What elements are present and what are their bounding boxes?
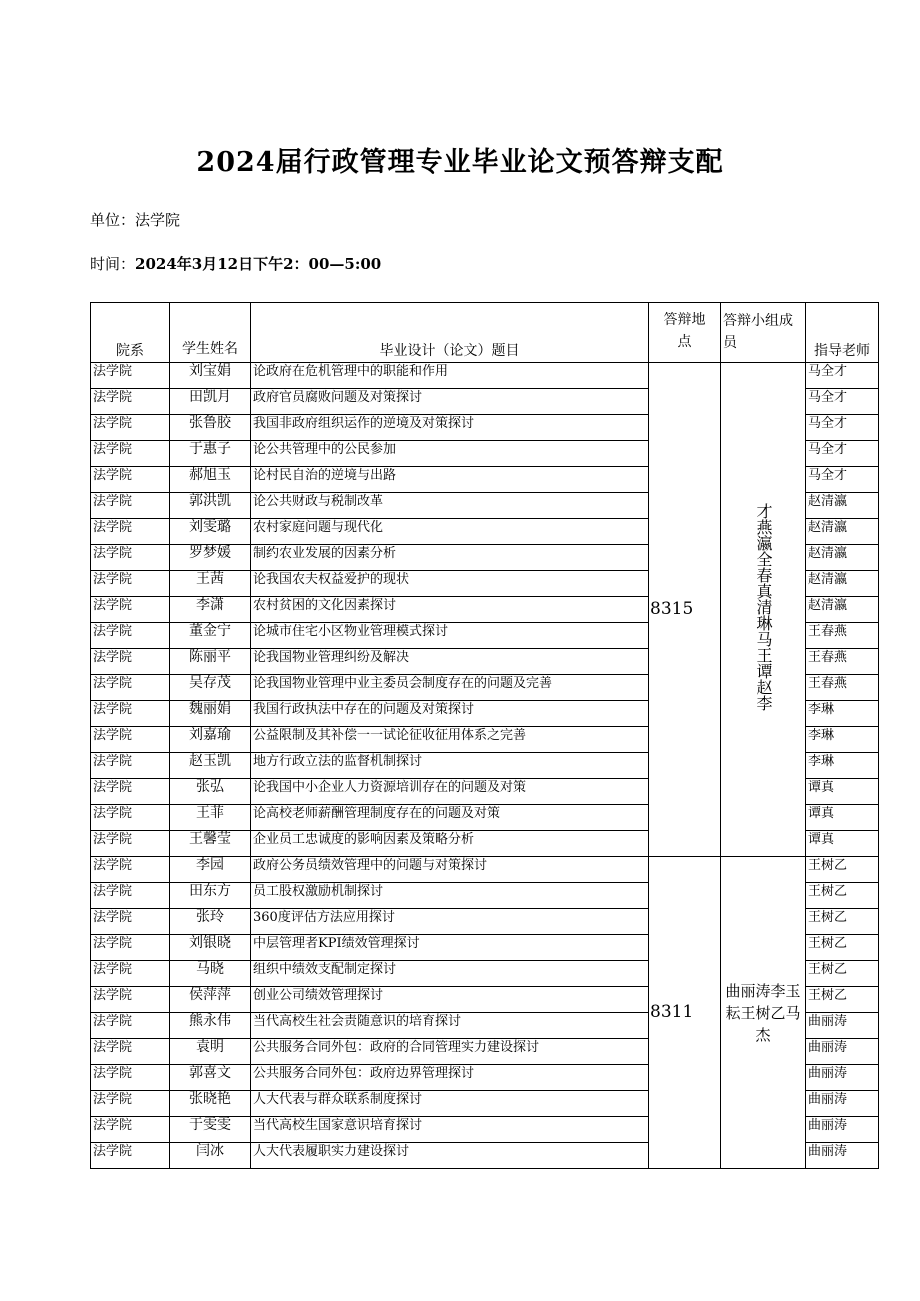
table-row [91, 857, 879, 883]
unit-value: 法学院 [135, 211, 181, 229]
dept-cell: 法学院 [91, 831, 170, 857]
unit-label: 单位： [90, 211, 136, 229]
defense-place-cell: 8315 [649, 363, 721, 857]
group-members: 曲丽涛李玉耘王树乙马杰 [725, 981, 801, 1044]
student-name-cell: 张玲 [170, 909, 251, 935]
topic-cell: 当代高校生社会责随意识的培育探讨 [251, 1013, 649, 1039]
student-name-cell: 郭洪凯 [170, 493, 251, 519]
student-name-cell: 刘宝娟 [170, 363, 251, 389]
dept-cell: 法学院 [91, 415, 170, 441]
advisor-cell: 李琳 [806, 701, 879, 727]
advisor-cell: 李琳 [806, 727, 879, 753]
topic-cell: 人大代表履职实力建设探讨 [251, 1143, 649, 1169]
dept-cell: 法学院 [91, 805, 170, 831]
topic-cell: 我国行政执法中存在的问题及对策探讨 [251, 701, 649, 727]
topic-cell: 我国非政府组织运作的逆境及对策探讨 [251, 415, 649, 441]
dept-cell: 法学院 [91, 779, 170, 805]
student-name-cell: 罗梦媛 [170, 545, 251, 571]
topic-cell: 论公共财政与税制改革 [251, 493, 649, 519]
dept-cell: 法学院 [91, 519, 170, 545]
dept-cell: 法学院 [91, 623, 170, 649]
dept-cell: 法学院 [91, 935, 170, 961]
student-name-cell: 刘银晓 [170, 935, 251, 961]
topic-cell: 论我国中小企业人力资源培训存在的问题及对策 [251, 779, 649, 805]
dept-cell: 法学院 [91, 1039, 170, 1065]
student-name-cell: 王馨莹 [170, 831, 251, 857]
topic-cell: 公益限制及其补偿一一试论征收征用体系之完善 [251, 727, 649, 753]
student-name-cell: 袁明 [170, 1039, 251, 1065]
dept-cell: 法学院 [91, 883, 170, 909]
advisor-cell: 谭真 [806, 779, 879, 805]
header-dept: 院系 [91, 303, 170, 363]
student-name-cell: 吴存茂 [170, 675, 251, 701]
advisor-cell: 曲丽涛 [806, 1065, 879, 1091]
unit-line [90, 209, 180, 230]
advisor-cell: 赵清瀛 [806, 493, 879, 519]
topic-cell: 论我国物业管理纠纷及解决 [251, 649, 649, 675]
student-name-cell: 李潇 [170, 597, 251, 623]
student-name-cell: 李园 [170, 857, 251, 883]
topic-cell: 企业员工忠诚度的影响因素及策略分析 [251, 831, 649, 857]
advisor-cell: 曲丽涛 [806, 1117, 879, 1143]
page-title: 2024届行政管理专业毕业论文预答辩支配 [196, 147, 724, 178]
student-name-cell: 张鲁胶 [170, 415, 251, 441]
topic-cell: 地方行政立法的监督机制探讨 [251, 753, 649, 779]
advisor-cell: 赵清瀛 [806, 571, 879, 597]
student-name-cell: 魏丽娟 [170, 701, 251, 727]
advisor-cell: 谭真 [806, 805, 879, 831]
table-row [91, 363, 879, 389]
table-body [91, 363, 879, 1169]
topic-cell: 员工股权激励机制探讨 [251, 883, 649, 909]
advisor-cell: 马全才 [806, 389, 879, 415]
topic-cell: 创业公司绩效管理探讨 [251, 987, 649, 1013]
advisor-cell: 马全才 [806, 363, 879, 389]
student-name-cell: 田凯月 [170, 389, 251, 415]
header-group: 答辩小组成员 [721, 303, 806, 363]
dept-cell: 法学院 [91, 493, 170, 519]
student-name-cell: 闫冰 [170, 1143, 251, 1169]
topic-cell: 当代高校生国家意识培育探讨 [251, 1117, 649, 1143]
dept-cell: 法学院 [91, 961, 170, 987]
advisor-cell: 赵清瀛 [806, 545, 879, 571]
topic-cell: 人大代表与群众联系制度探讨 [251, 1091, 649, 1117]
topic-cell: 农村贫困的文化因素探讨 [251, 597, 649, 623]
topic-cell: 360度评估方法应用探讨 [251, 909, 649, 935]
dept-cell: 法学院 [91, 389, 170, 415]
dept-cell: 法学院 [91, 1065, 170, 1091]
defense-group-cell [721, 857, 806, 1169]
topic-cell: 论我国物业管理中业主委员会制度存在的问题及完善 [251, 675, 649, 701]
topic-cell: 公共服务合同外包：政府边界管理探讨 [251, 1065, 649, 1091]
header-name: 学生姓名 [170, 303, 251, 363]
advisor-cell: 王树乙 [806, 857, 879, 883]
header-topic: 毕业设计（论文）题目 [251, 303, 649, 363]
topic-cell: 论公共管理中的公民参加 [251, 441, 649, 467]
advisor-cell: 马全才 [806, 415, 879, 441]
topic-cell: 政府公务员绩效管理中的问题与对策探讨 [251, 857, 649, 883]
student-name-cell: 于雯雯 [170, 1117, 251, 1143]
dept-cell: 法学院 [91, 363, 170, 389]
defense-place-cell: 8311 [649, 857, 721, 1169]
topic-cell: 论村民自治的逆境与出路 [251, 467, 649, 493]
topic-cell: 组织中绩效支配制定探讨 [251, 961, 649, 987]
topic-cell: 论城市住宅小区物业管理模式探讨 [251, 623, 649, 649]
defense-group-cell [721, 363, 806, 857]
dept-cell: 法学院 [91, 441, 170, 467]
dept-cell: 法学院 [91, 571, 170, 597]
dept-cell: 法学院 [91, 1091, 170, 1117]
dept-cell: 法学院 [91, 753, 170, 779]
header-advisor: 指导老师 [806, 303, 879, 363]
schedule-table [90, 302, 879, 1169]
advisor-cell: 曲丽涛 [806, 1039, 879, 1065]
student-name-cell: 董金宁 [170, 623, 251, 649]
time-value: 2024年3月12日下午2：00—5:00 [135, 255, 382, 273]
advisor-cell: 谭真 [806, 831, 879, 857]
student-name-cell: 郝旭玉 [170, 467, 251, 493]
student-name-cell: 田东方 [170, 883, 251, 909]
advisor-cell: 王树乙 [806, 961, 879, 987]
advisor-cell: 曲丽涛 [806, 1091, 879, 1117]
dept-cell: 法学院 [91, 909, 170, 935]
dept-cell: 法学院 [91, 545, 170, 571]
student-name-cell: 刘嘉瑜 [170, 727, 251, 753]
time-line [90, 253, 381, 274]
student-name-cell: 熊永伟 [170, 1013, 251, 1039]
dept-cell: 法学院 [91, 649, 170, 675]
advisor-cell: 王春燕 [806, 675, 879, 701]
dept-cell: 法学院 [91, 701, 170, 727]
topic-cell: 公共服务合同外包：政府的合同管理实力建设探讨 [251, 1039, 649, 1065]
student-name-cell: 赵玉凯 [170, 753, 251, 779]
advisor-cell: 曲丽涛 [806, 1013, 879, 1039]
group-members: 才燕瀛全春真清琳马王谭赵李 [754, 502, 773, 711]
advisor-cell: 王树乙 [806, 883, 879, 909]
topic-cell: 农村家庭问题与现代化 [251, 519, 649, 545]
topic-cell: 政府官员腐败问题及对策探讨 [251, 389, 649, 415]
dept-cell: 法学院 [91, 1013, 170, 1039]
dept-cell: 法学院 [91, 987, 170, 1013]
topic-cell: 中层管理者KPI绩效管理探讨 [251, 935, 649, 961]
time-label: 时间： [90, 255, 136, 273]
advisor-cell: 马全才 [806, 467, 879, 493]
header-row [91, 303, 879, 363]
advisor-cell: 王树乙 [806, 987, 879, 1013]
student-name-cell: 马晓 [170, 961, 251, 987]
advisor-cell: 王树乙 [806, 909, 879, 935]
topic-cell: 论高校老师薪酬管理制度存在的问题及对策 [251, 805, 649, 831]
dept-cell: 法学院 [91, 675, 170, 701]
student-name-cell: 于惠子 [170, 441, 251, 467]
student-name-cell: 刘雯璐 [170, 519, 251, 545]
dept-cell: 法学院 [91, 727, 170, 753]
dept-cell: 法学院 [91, 857, 170, 883]
advisor-cell: 赵清瀛 [806, 597, 879, 623]
advisor-cell: 曲丽涛 [806, 1143, 879, 1169]
dept-cell: 法学院 [91, 597, 170, 623]
student-name-cell: 张弘 [170, 779, 251, 805]
student-name-cell: 侯萍萍 [170, 987, 251, 1013]
student-name-cell: 张晓艳 [170, 1091, 251, 1117]
dept-cell: 法学院 [91, 1117, 170, 1143]
advisor-cell: 马全才 [806, 441, 879, 467]
dept-cell: 法学院 [91, 1143, 170, 1169]
advisor-cell: 王春燕 [806, 623, 879, 649]
topic-cell: 制约农业发展的因素分析 [251, 545, 649, 571]
advisor-cell: 王春燕 [806, 649, 879, 675]
advisor-cell: 王树乙 [806, 935, 879, 961]
student-name-cell: 王菲 [170, 805, 251, 831]
topic-cell: 论政府在危机管理中的职能和作用 [251, 363, 649, 389]
advisor-cell: 赵清瀛 [806, 519, 879, 545]
student-name-cell: 王茜 [170, 571, 251, 597]
student-name-cell: 陈丽平 [170, 649, 251, 675]
dept-cell: 法学院 [91, 467, 170, 493]
header-place: 答辩地点 [649, 303, 721, 363]
student-name-cell: 郭喜文 [170, 1065, 251, 1091]
topic-cell: 论我国农夫权益爱护的现状 [251, 571, 649, 597]
advisor-cell: 李琳 [806, 753, 879, 779]
